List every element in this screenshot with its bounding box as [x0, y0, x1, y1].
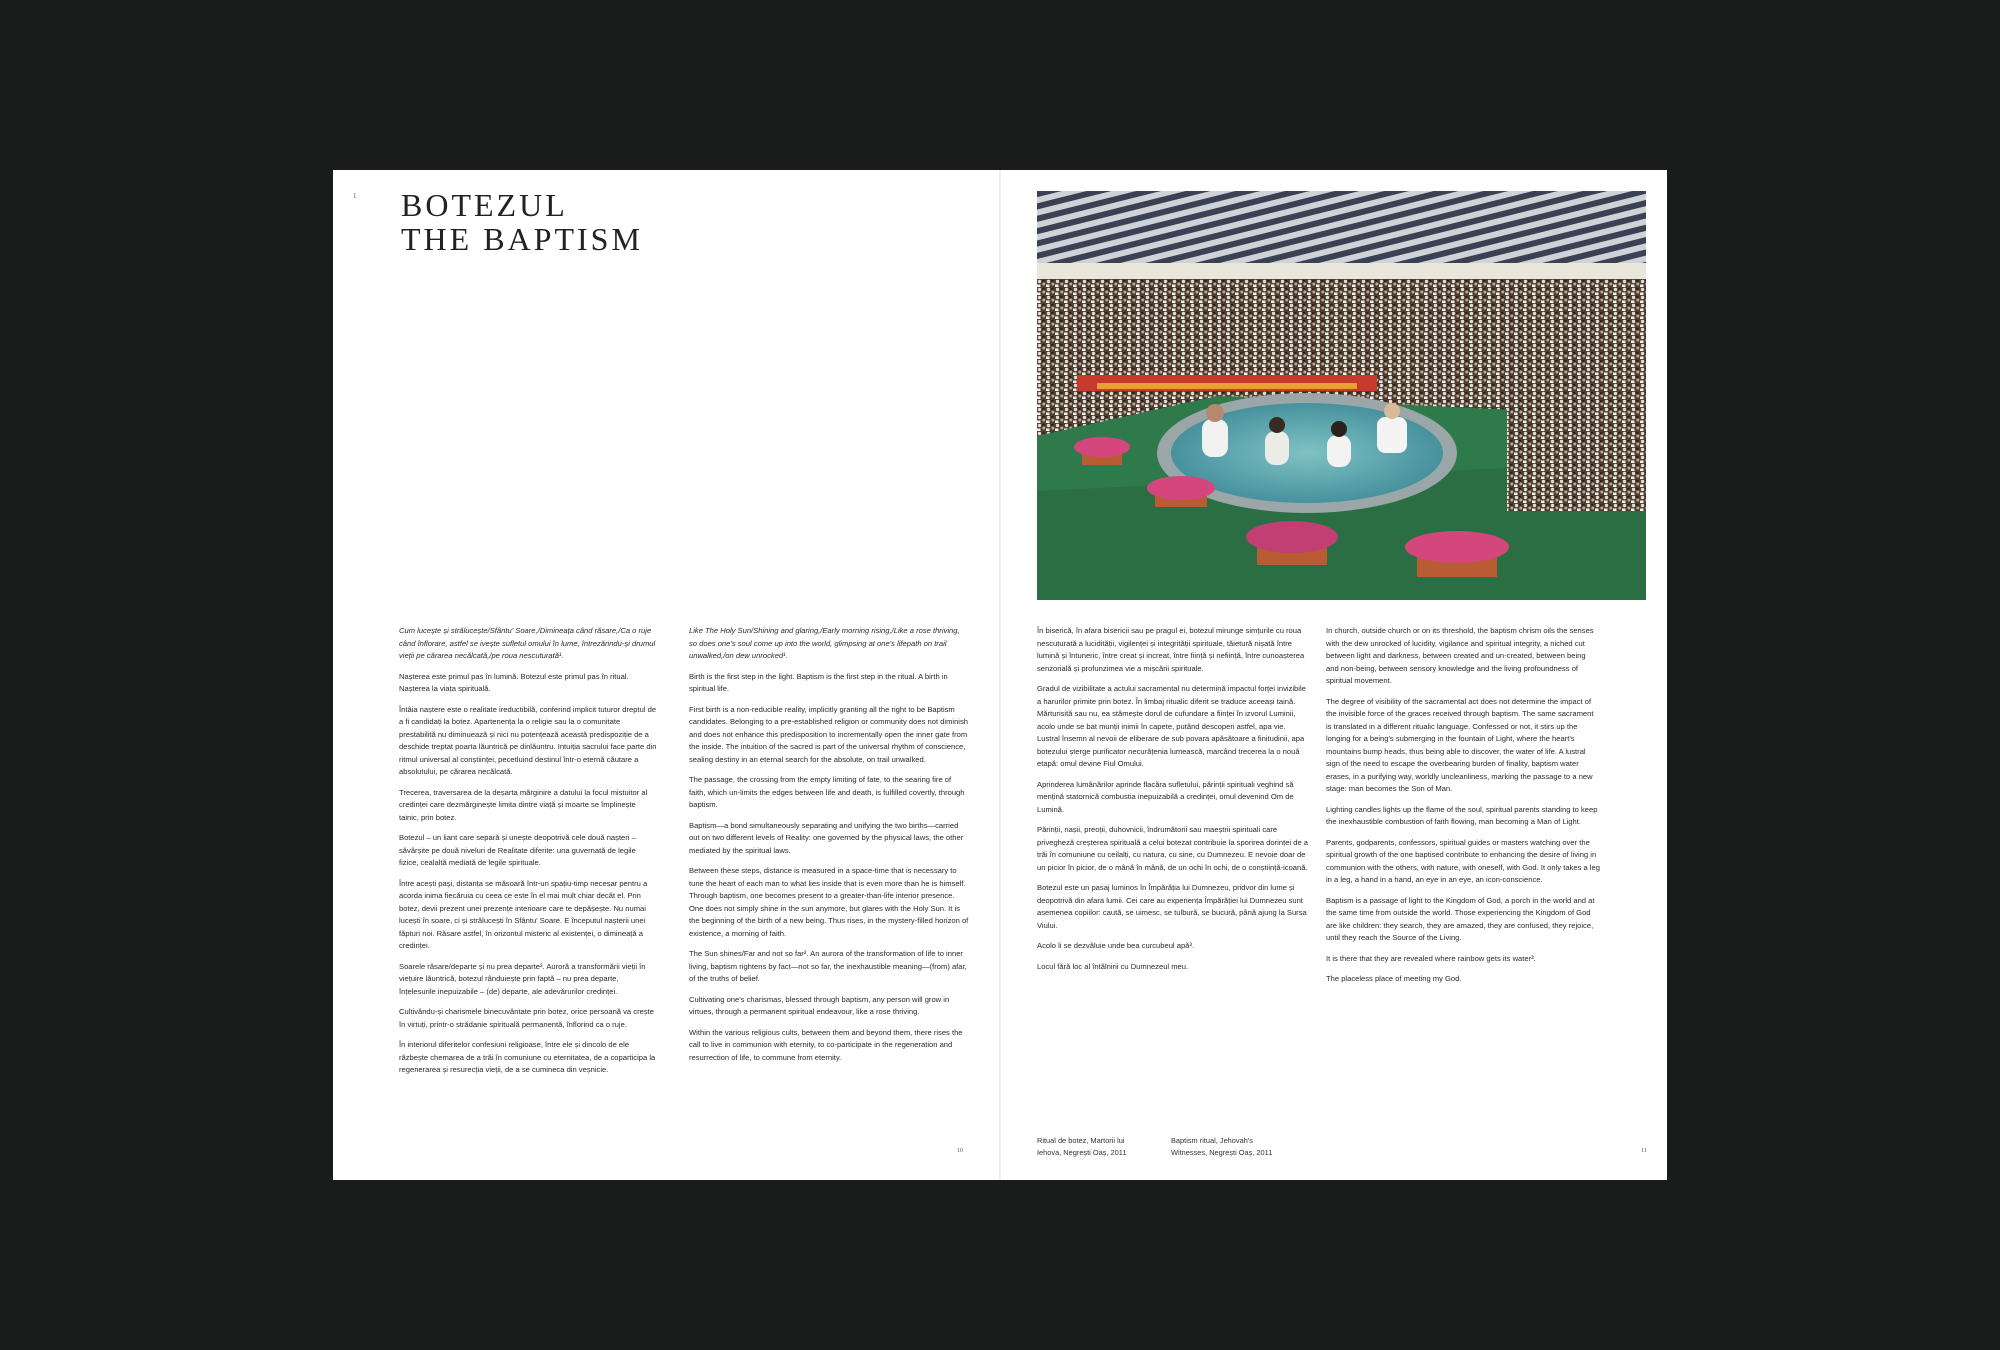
paragraph: Lighting candles lights up the flame of the soul, spiritual parents standing to keep the inexhaustible combustion of faith flowing, man becoming a Man of Light. [1326, 804, 1598, 826]
paragraph: Soarele răsare/departe și nu prea departe². Auroră a transformării vieții în viețuire lăuntrică, botezul rânduiește prin faptă – nu prea departe, înțelesurile inepuizabile – (de) departe, ale adevărurilor credinței. [399, 961, 646, 996]
paragraph: The degree of visibility of the sacramental act does not determine the impact of the invisible force of the graces received through baptism. The same sacrament is translated in a different ritualic language. Confessed or not, it stirs up the longing for a being's submerging in the fountain of Light, where the heart's mountains bump heads, thus being able to discover, the water of life. A lustral sign of the need to escape the overbearing burden of finality, baptism water erases, in a purifying way, worldly uncleanliness, marking the passage to a new stage: man becomes the Son of Man. [1326, 696, 1594, 793]
paragraph: Parents, godparents, confessors, spiritual guides or masters watching over the spiritual growth of the one baptised contribute to enhancing the desire of living in communion with the others, with nature, with oneself, with God. It only takes a leg in a leg, a hand in a hand, an eye in an eye, an icon-conscience. [1326, 837, 1600, 884]
paragraph: În biserică, în afara bisericii sau pe pragul ei, botezul mirunge simțurile cu roua nescuturată a lucidității, vigilenței și integrității spirituale, tăietură nișată între lumină și întuneric, între creat și increat, între ființă și neființă, între cunoașterea senzorială și profunzimea vie a mișcării spirituale. [1037, 626, 1305, 673]
title-english: THE BAPTISM [401, 221, 643, 257]
baptism-photo [1037, 191, 1646, 600]
paragraph: Like The Holy Sun/Shining and glaring,/Early morning rising,/Like a rose thriving, so does one's soul come up into the world, glimpsing at one's lifepath on trail unwalked,/on dew unrocked¹. [689, 626, 960, 660]
paragraph: Părinții, nașii, preoții, duhovnicii, îndrumătorii sau maeștrii spirituali care privegheză creșterea spirituală a celui botezat contribuie la sporirea dorinței de a trăi în comuniune cu ceilalți, cu natura, cu sine, cu Dumnezeu. E nevoie doar de un picior în picior, de o mână în mână, de un ochi în ochi, de o conștiință-icoană. [1037, 825, 1308, 872]
paragraph: Aprinderea lumânărilor aprinde flacăra sufletului, părinții spirituali veghind să mențină statornică combustia inepuizabilă a credinței, omul devenind Om de Lumină. [1037, 779, 1294, 814]
paragraph: Cultivându-și charismele binecuvântate prin botez, orice persoană va crește în virtuți, printr-o strădanie spirituală permanentă, înflorind ca o ruje. [399, 1007, 654, 1029]
paragraph: Cum lucește și strălucește/Sfântu' Soare,/Dimineața când răsare,/Ca o ruje când înflorare, astfel se ivește sufletul omului în lume, întrezărindu-și drumul vieții pe cărarea necălcată,/pe roua nescuturată¹. [399, 626, 656, 660]
title-romanian: BOTEZUL [401, 187, 568, 223]
photo-caption-english: Baptism ritual, Jehovah's Witnesses, Negrești Oaș, 2011 [1171, 1136, 1273, 1157]
paragraph: The Sun shines/Far and not so far². An aurora of the transformation of life to inner living, baptism rightens by fact—not so far, the inexhaustible meaning—(from) afar, of the truths of belief. [689, 949, 967, 983]
paragraph: Acolo li se dezvăluie unde bea curcubeul apă³. [1037, 941, 1195, 950]
page-number-left: 10 [957, 1148, 963, 1154]
paragraph: Trecerea, traversarea de la deșarta mărginire a datului la focul mistuitor al credinței care dezmărginește limita dintre viață și moarte se împlinește tainic, prin botez. [399, 787, 648, 822]
paragraph: Gradul de vizibilitate a actului sacramental nu determină impactul forței invizibile a harurilor primite prin botez. În limbaj ritualic diferit se traduce aceeași taină. Mărturisită sau nu, ea stâmește dorul de cufundare a ființei în izvorul Luminii, acolo unde se bat munții inimii în capete, putând descoperi astfel, apa vie. Lustral însemn al nevoii de eliberare de sub povara apăsătoare a finitudinii, apa botezului șterge purificator necurățenia lumească, marcând trecerea la o nouă etapă: omul devine Fiul Omului. [1037, 684, 1306, 768]
paragraph: Locul fără loc al întâlnirii cu Dumnezeul meu. [1037, 961, 1189, 971]
paragraph: In church, outside church or on its threshold, the baptism chrism oils the senses with the dew unrocked of lucidity, vigilance and spiritual integrity, a niched cut between light and darkness, between created and un-created, between being and non-being, between sensory knowledge and the living profoundness of spiritual movement. [1326, 626, 1594, 685]
paragraph: First birth is a non-reducible reality, implicitly granting all the right to be Baptism candidates. Belonging to a pre-established religion or community does not diminish and does not enhance this predisposition to incrementally open the inner gate from the inside. The intuition of the sacred is part of the universal rhythm of conscience, sealing destiny in an eternal search for the absolute, on trail unwalked. [689, 704, 969, 764]
photo-caption-romanian: Ritual de botez, Martorii lui Iehova, Negrești Oaș, 2011 [1037, 1136, 1127, 1157]
paragraph: Birth is the first step in the light. Baptism is the first step in the ritual. A birth in spiritual life. [689, 671, 948, 693]
paragraph: The placeless place of meeting my God. [1326, 974, 1462, 983]
paragraph: Întâia naștere este o realitate ireductibilă, conferind implicit tuturor dreptul de a fi candidați la botez. Apartenența la o religie sau la o comunitate prestabilită nu diminuează și nici nu potențează această predispoziție de a deschide treptat poarta lăuntrică pe dinlăuntru. Intuiția sacrului face parte din ritmul universal al conștiinței, pecetluind destinul într-o eternă căutare a absolutului, pe cărarea necălcată. [399, 704, 657, 776]
paragraph: Nașterea este primul pas în lumină. Botezul este primul pas în ritual. Nașterea la viața spirituală. [399, 671, 629, 693]
magazine-spread [333, 170, 1667, 1180]
paragraph: Între acești pași, distanța se măsoară într-un spațiu-timp necesar pentru a acorda inima fiecăruia cu ceea ce este în el mai mult chiar decât el. Prin botez, devii prezent unei prezențe interioare care te depășește. Nu numai lucești în soare, ci și strălucești în Sfântu' Soare. E începutul nașterii unei făpturi noi. Răsare astfel, în orizontul misteric al existenței, o dimineață a credinței. [399, 878, 648, 950]
section-number: 1 [353, 192, 357, 200]
right-romanian-column [1037, 625, 1309, 981]
page-gutter [999, 170, 1001, 1180]
page-number-right: 11 [1641, 1148, 1647, 1154]
paragraph: În interiorul diferitelor confesiuni religioase, între ele și dincolo de ele răzbește chemarea de a trăi în comuniune cu eternitatea, de a coparticipa la regenerarea și resurecția vieții, de a se cumineca din veșnicie. [399, 1040, 656, 1074]
paragraph: The passage, the crossing from the empty limiting of fate, to the searing fire of faith, which un-limits the edges between life and death, is fulfilled covertly, through baptism. [689, 775, 965, 809]
page-title [401, 188, 643, 256]
paragraph: Botezul – un liant care separă și unește deopotrivă cele două nașteri – săvârșite pe două niveluri de Realitate diferite: una guvernată de legile fizice, cealaltă mediată de legile spirituale. [399, 833, 636, 867]
paragraph: Baptism is a passage of light to the Kingdom of God, a porch in the world and at the same time from outside the world. Those experiencing the Kingdom of God are like children: they search, they are amazed, they are confused, they rejoice, until they reach the Source of the Living. [1326, 895, 1595, 942]
left-romanian-column [399, 625, 657, 1085]
paragraph: Cultivating one's charismas, blessed through baptism, any person will grow in virtues, through a permanent spiritual endeavour, like a rose thriving. [689, 994, 950, 1016]
paragraph: Between these steps, distance is measured in a space-time that is necessary to tune the heart of each man to what lies inside that is even more than he is himself. Through baptism, one becomes present to a greater-than-life interior presence. One does not simply shine in the sun anymore, but glares with the Holy Sun. It is the beginning of the birth of a new being. Thus rises, in the mystery-filled horizon of existence, a morning of faith. [689, 866, 969, 938]
paragraph: Baptism—a bond simultaneously separating and unifying the two births—carried out on two different levels of Reality: one governed by the physical laws, the other mediated by the spiritual laws. [689, 820, 964, 855]
paragraph: Botezul este un pasaj luminos în Împărăția lui Dumnezeu, pridvor din lume și deopotrivă din afara lumii. Cei care au experiența Împărăției lui Dumnezeu sunt asemenea copiilor: caută, se uimesc, se tulbură, se bucură, până ajung la Sursa Viului. [1037, 883, 1307, 930]
left-english-column [689, 625, 969, 1072]
paragraph: It is there that they are revealed where rainbow gets its water³. [1326, 953, 1536, 963]
right-english-column [1326, 625, 1600, 994]
paragraph: Within the various religious cults, between them and beyond them, there rises the call to live in communion with eternity, to co-participate in the regeneration and resurrection of life, to commune from eternity. [689, 1027, 963, 1062]
